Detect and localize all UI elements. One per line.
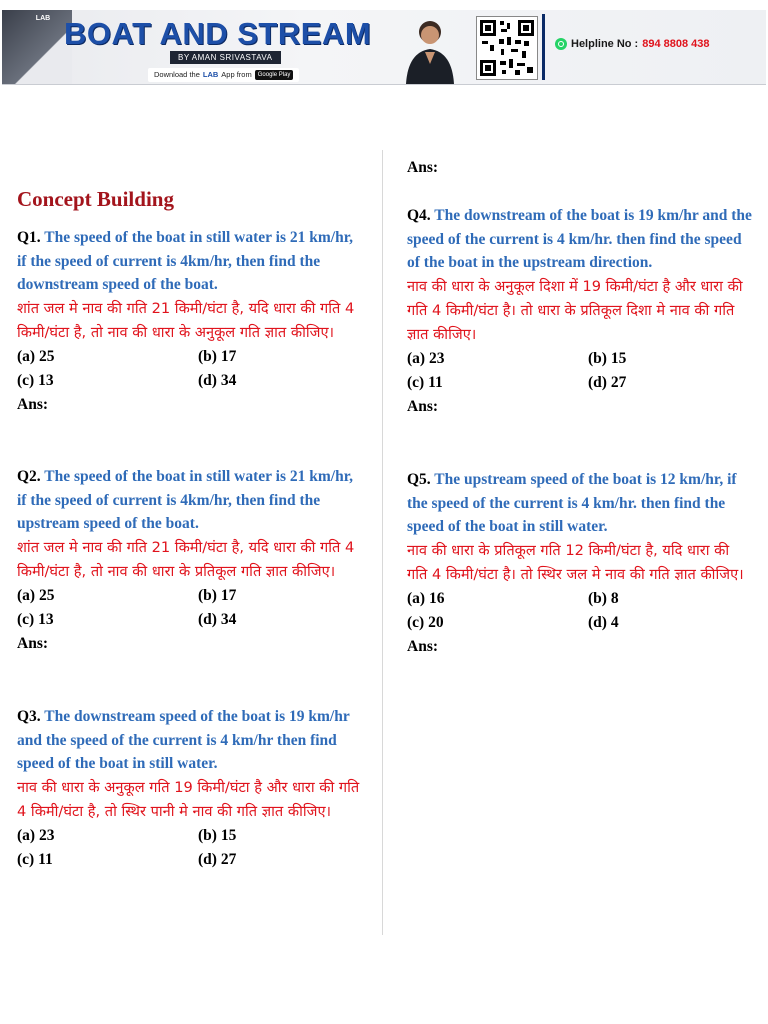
download-text: Download the [154, 70, 200, 79]
answer-label: Ans: [407, 637, 439, 655]
answer-label: Ans: [17, 395, 49, 413]
option-a: (a) 25 [17, 347, 55, 365]
whatsapp-icon [555, 38, 567, 50]
google-play-badge[interactable]: Google Play [255, 70, 294, 80]
question-text-english: The upstream speed of the boat is 12 km/hr, if the speed of the current is 4 km/hr. then find the speed of the boat in still water. [407, 471, 737, 535]
question-text-english: The downstream of the boat is 19 km/hr and the speed of the current is 4 km/hr. then find the speed of the boat in the upstream direction. [407, 207, 752, 271]
header-banner [2, 10, 766, 85]
option-c: (c) 11 [17, 850, 53, 868]
option-b: (b) 15 [198, 826, 237, 844]
question-text-english: The speed of the boat in still water is 21 km/hr, if the speed of current is 4km/hr, then find the downstream speed of the boat. [17, 229, 354, 293]
banner-author: BY AMAN SRIVASTAVA [170, 51, 281, 64]
question-number: Q1. [17, 229, 41, 246]
helpline [555, 38, 710, 50]
question-text-hindi: नाव की धारा के अनुकूल गति 19 किमी/घंटा है और धारा की गति 4 किमी/घंटा है, तो स्थिर पानी मे नाव की गति ज्ञात कीजिए। [17, 778, 360, 820]
download-app-link[interactable] [148, 68, 299, 82]
option-c: (c) 20 [407, 613, 444, 631]
question-text-hindi: शांत जल मे नाव की गति 21 किमी/घंटा है, यदि धारा की गति 4 किमी/घंटा है, तो नाव की धारा के प्रतिकूल गति ज्ञात कीजिए। [17, 538, 355, 580]
options [407, 347, 752, 395]
option-c: (c) 13 [17, 371, 54, 389]
option-b: (b) 17 [198, 586, 237, 604]
question-text-hindi: शांत जल मे नाव की गति 21 किमी/घंटा है, यदि धारा की गति 4 किमी/घंटा है, तो नाव की धारा के अनुकूल गति ज्ञात कीजिए। [17, 299, 355, 341]
app-name: LAB [202, 70, 219, 79]
top-answer-block [407, 156, 752, 180]
option-b: (b) 17 [198, 347, 237, 365]
download-suffix: App from [221, 70, 252, 79]
question-number: Q2. [17, 468, 41, 485]
answer-label: Ans: [407, 159, 439, 176]
options [17, 824, 362, 872]
question-2 [17, 465, 362, 656]
question-number: Q5. [407, 471, 431, 488]
question-1 [17, 226, 362, 417]
question-text-english: The speed of the boat in still water is 21 km/hr, if the speed of current is 4km/hr, then find the upstream speed of the boat. [17, 468, 354, 532]
question-4 [407, 204, 752, 419]
banner-title: BOAT AND STREAM [64, 16, 372, 51]
question-number: Q3. [17, 708, 41, 725]
answer-label: Ans: [407, 397, 439, 415]
option-a: (a) 16 [407, 589, 445, 607]
question-number: Q4. [407, 207, 431, 224]
presenter-photo [400, 16, 460, 84]
option-b: (b) 15 [588, 349, 627, 367]
option-d: (d) 4 [588, 613, 619, 631]
section-title: Concept Building [17, 187, 174, 211]
option-a: (a) 25 [17, 586, 55, 604]
options [17, 345, 362, 393]
qr-code[interactable] [476, 16, 538, 80]
option-c: (c) 13 [17, 610, 54, 628]
answer-label: Ans: [17, 634, 49, 652]
option-c: (c) 11 [407, 373, 443, 391]
option-d: (d) 34 [198, 371, 237, 389]
option-a: (a) 23 [17, 826, 55, 844]
question-text-hindi: नाव की धारा के प्रतिकूल गति 12 किमी/घंटा है, यदि धारा की गति 4 किमी/घंटा है। तो स्थिर जल मे नाव की गति ज्ञात कीजिए। [407, 541, 744, 583]
option-b: (b) 8 [588, 589, 619, 607]
question-3 [17, 705, 362, 872]
lab-logo: LAB [35, 15, 51, 22]
option-d: (d) 34 [198, 610, 237, 628]
options [407, 587, 752, 635]
helpline-label: Helpline No : [571, 38, 639, 50]
option-d: (d) 27 [198, 850, 237, 868]
banner-divider [542, 14, 545, 80]
option-a: (a) 23 [407, 349, 445, 367]
question-text-english: The downstream speed of the boat is 19 km/hr and the speed of the current is 4 km/hr then find speed of the boat in still water. [17, 708, 350, 772]
question-5 [407, 468, 752, 659]
options [17, 584, 362, 632]
helpline-number[interactable]: 894 8808 438 [642, 38, 710, 50]
column-divider [382, 150, 383, 935]
question-text-hindi: नाव की धारा के अनुकूल दिशा में 19 किमी/घंटा है और धारा की गति 4 किमी/घंटा है। तो धारा के प्रतिकूल दिशा मे नाव की गति ज्ञात कीजिए। [407, 277, 743, 343]
option-d: (d) 27 [588, 373, 627, 391]
